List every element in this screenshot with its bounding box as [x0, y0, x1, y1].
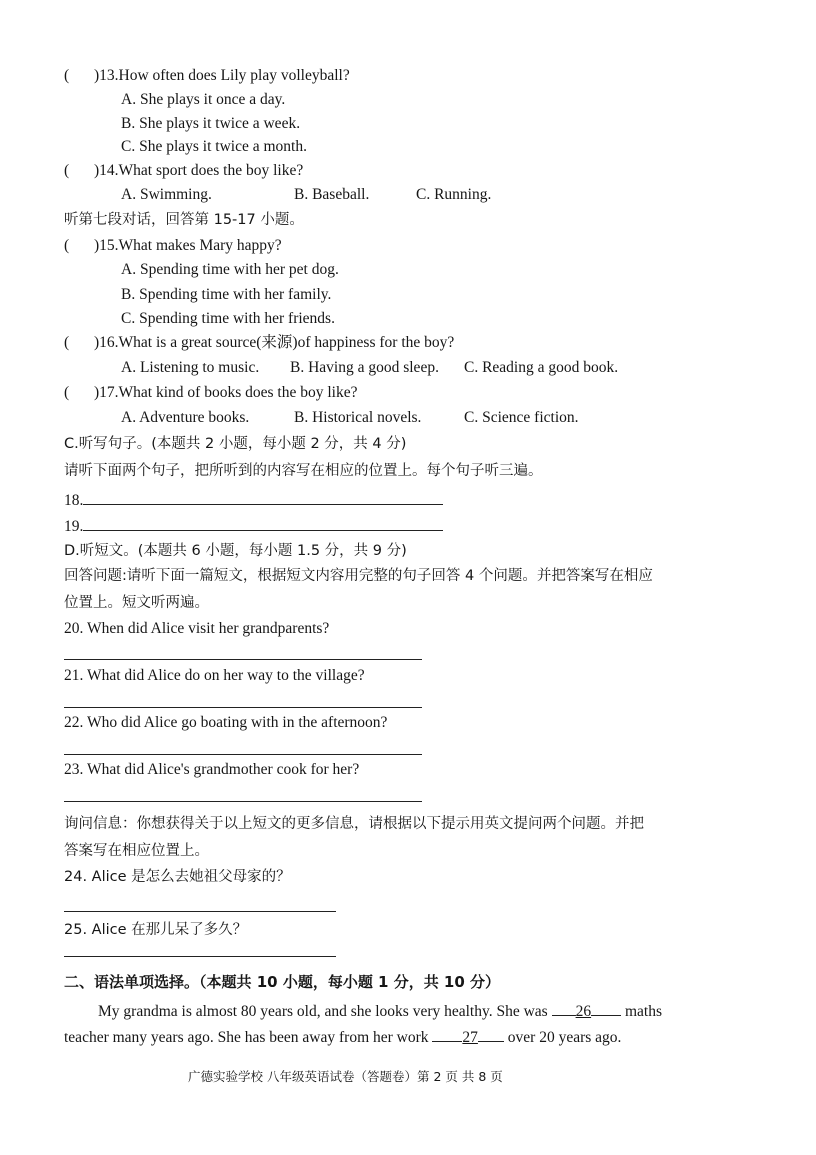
option-b: B. Historical novels. — [294, 409, 422, 426]
question-number: )15. — [94, 237, 119, 254]
passage-line-1 — [98, 999, 662, 1022]
dictation-18 — [64, 488, 443, 511]
option-a: A. Adventure books. — [121, 409, 250, 426]
question-21: 21. What did Alice do on her way to the village? — [64, 667, 365, 684]
prompt-25: 25. Alice 在那儿呆了多久？ — [64, 922, 248, 938]
blank-number-27: 27 — [462, 1029, 478, 1046]
question-13 — [64, 66, 350, 86]
part-c-title: C.听写句子。(本题共 2 小题，每小题 2 分，共 4 分) — [64, 436, 407, 452]
question-text: What is a great source(来源)of happiness for the boy? — [118, 334, 455, 351]
answer-paren[interactable]: ( — [64, 237, 70, 254]
option-b: B. Having a good sleep. — [290, 359, 439, 376]
question-text: What makes Mary happy? — [118, 237, 282, 254]
part-d-title: D.听短文。(本题共 6 小题，每小题 1.5 分，共 9 分) — [64, 543, 407, 559]
part-d-instruction-1: 回答问题:请听下面一篇短文，根据短文内容用完整的句子回答 4 个问题。并把答案写在相应 — [64, 568, 653, 584]
prompt-24: 24. Alice 是怎么去她祖父母家的？ — [64, 869, 291, 885]
answer-line[interactable] — [83, 488, 443, 505]
option-b: B. Spending time with her family. — [121, 286, 332, 303]
option-a: A. Swimming. — [121, 186, 212, 203]
question-23: 23. What did Alice's grandmother cook for her? — [64, 761, 360, 778]
passage-text: teacher many years ago. She has been away from her work — [64, 1029, 433, 1046]
question-number: )13. — [94, 67, 119, 84]
question-text: What kind of books does the boy like? — [118, 384, 358, 401]
blank-line[interactable] — [478, 1025, 504, 1042]
option-a: A. She plays it once a day. — [121, 91, 286, 108]
item-number: 18. — [64, 492, 84, 509]
blank-line[interactable] — [552, 999, 576, 1016]
question-20: 20. When did Alice visit her grandparents? — [64, 620, 330, 637]
answer-line[interactable] — [64, 659, 422, 660]
passage-line-2 — [64, 1025, 621, 1048]
part-2-title: 二、语法单项选择。（本题共 10 小题，每小题 1 分，共 10 分） — [64, 973, 501, 991]
item-number: 19. — [64, 518, 84, 535]
answer-line[interactable] — [64, 801, 422, 802]
question-14 — [64, 161, 303, 181]
part-d-instruction-2: 位置上。短文听两遍。 — [64, 595, 209, 611]
question-number: )17. — [94, 384, 119, 401]
option-a: A. Spending time with her pet dog. — [121, 261, 339, 278]
answer-paren[interactable]: ( — [64, 67, 70, 84]
dictation-19 — [64, 514, 443, 537]
option-b: B. She plays it twice a week. — [121, 115, 301, 132]
blank-number-26: 26 — [575, 1003, 592, 1020]
answer-line[interactable] — [64, 956, 336, 957]
ask-info-instruction-2: 答案写在相应位置上。 — [64, 843, 209, 859]
option-c: C. She plays it twice a month. — [121, 138, 307, 155]
answer-paren[interactable]: ( — [64, 334, 70, 351]
passage-text: over 20 years ago. — [503, 1029, 622, 1046]
option-b: B. Baseball. — [294, 186, 370, 203]
answer-line[interactable] — [64, 911, 336, 912]
question-15 — [64, 236, 282, 256]
option-c: C. Running. — [416, 186, 492, 203]
answer-line[interactable] — [64, 707, 422, 708]
answer-paren[interactable]: ( — [64, 162, 70, 179]
answer-line[interactable] — [83, 514, 443, 531]
answer-line[interactable] — [64, 754, 422, 755]
passage-text: maths — [621, 1003, 662, 1020]
question-number: )14. — [94, 162, 119, 179]
passage-text: My grandma is almost 80 years old, and she looks very healthy. She was — [98, 1003, 552, 1020]
blank-line[interactable] — [432, 1025, 462, 1042]
option-c: C. Spending time with her friends. — [121, 310, 335, 327]
question-22: 22. Who did Alice go boating with in the afternoon? — [64, 714, 388, 731]
question-17 — [64, 383, 357, 403]
section-instruction: 听第七段对话，回答第 15-17 小题。 — [64, 212, 304, 228]
option-c: C. Reading a good book. — [464, 359, 619, 376]
question-16 — [64, 333, 454, 353]
page-footer: 广德实验学校 八年级英语试卷（答题卷）第 2 页 共 8 页 — [188, 1069, 503, 1084]
question-number: )16. — [94, 334, 119, 351]
question-text: What sport does the boy like? — [118, 162, 304, 179]
ask-info-instruction-1: 询问信息：你想获得关于以上短文的更多信息，请根据以下提示用英文提问两个问题。并把 — [64, 816, 644, 832]
blank-line[interactable] — [591, 999, 621, 1016]
option-c: C. Science fiction. — [464, 409, 579, 426]
answer-paren[interactable]: ( — [64, 384, 70, 401]
question-text: How often does Lily play volleyball? — [118, 67, 350, 84]
part-c-instruction: 请听下面两个句子，把所听到的内容写在相应的位置上。每个句子听三遍。 — [64, 463, 543, 479]
option-a: A. Listening to music. — [121, 359, 260, 376]
